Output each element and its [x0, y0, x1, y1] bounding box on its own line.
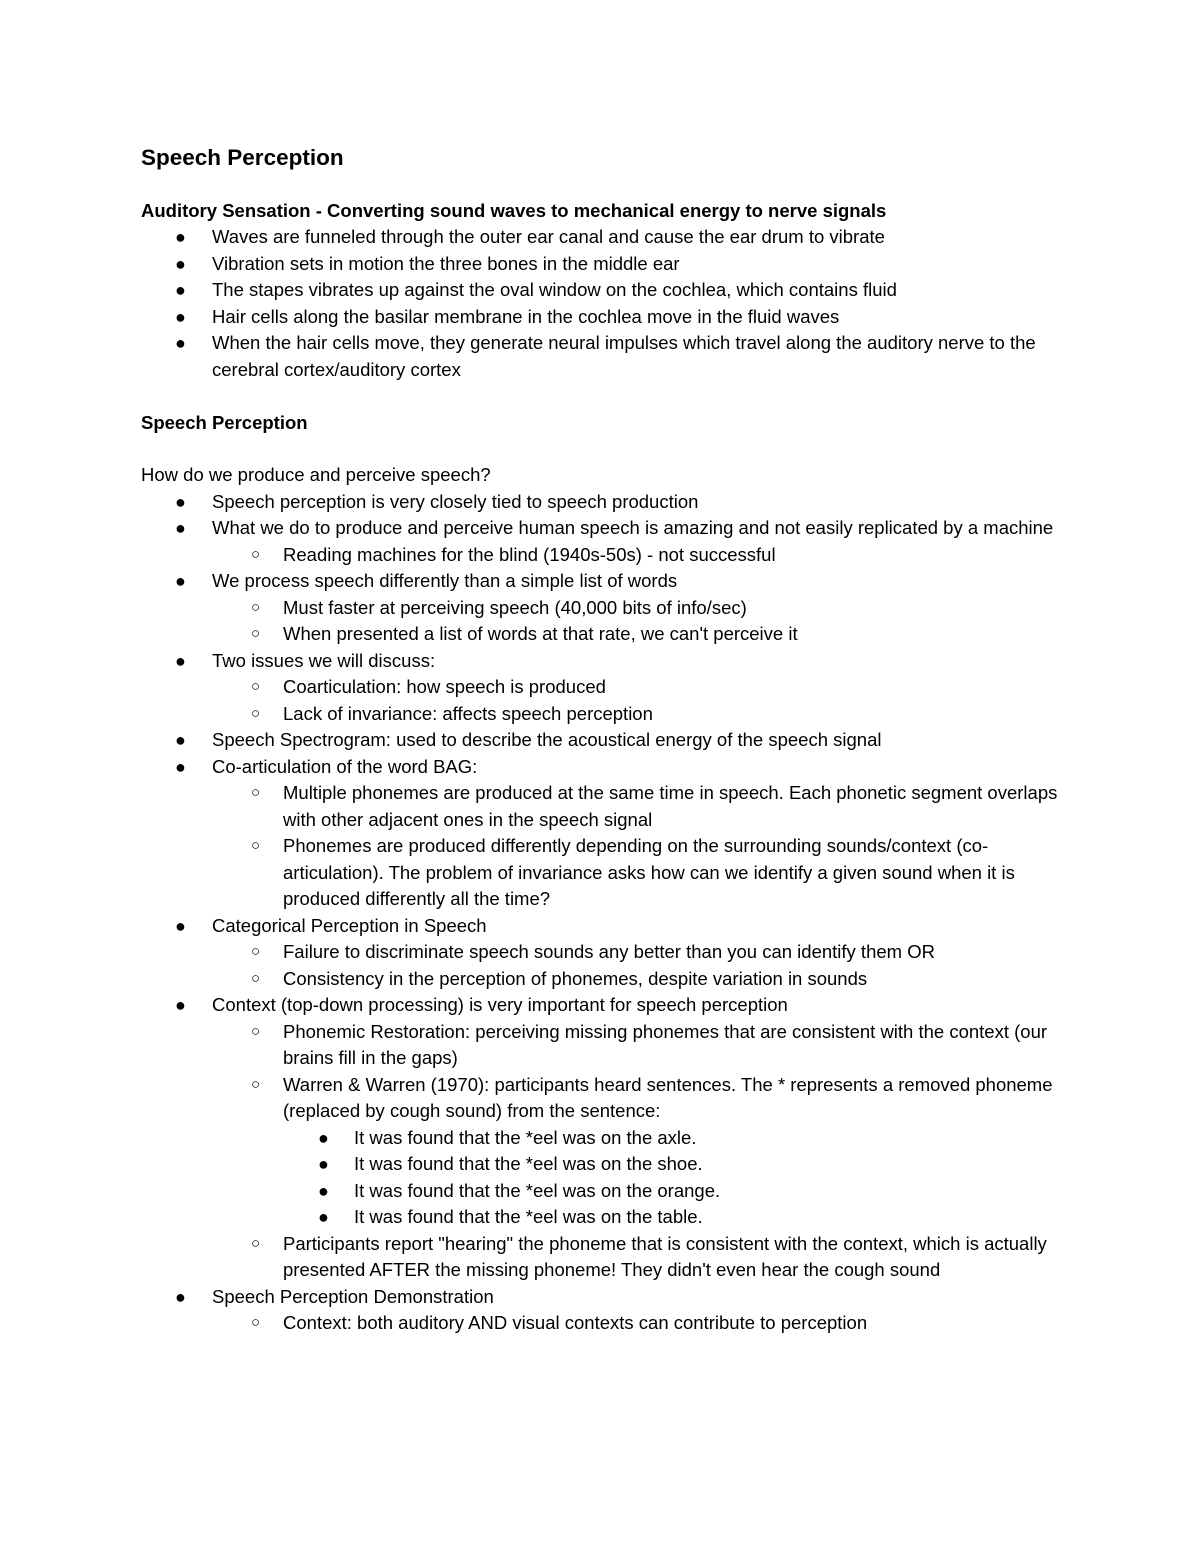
sentence-item: ● It was found that the *eel was on the orange.: [283, 1178, 1080, 1205]
circle-bullet-icon: ○: [251, 545, 261, 563]
list-item: ● Speech Perception Demonstration ○ Context: both auditory AND visual contexts can contribute to perception: [141, 1284, 1080, 1337]
list-item: ● The stapes vibrates up against the oval window on the cochlea, which contains fluid: [141, 277, 1080, 304]
sub-list-item: ○ Coarticulation: how speech is produced: [212, 674, 1080, 701]
bullet-icon: ●: [175, 571, 186, 591]
sub-list-item: ○ Context: both auditory AND visual contexts can contribute to perception: [212, 1310, 1080, 1337]
sub-list: [212, 1019, 1080, 1284]
sub-list-item: ○ Failure to discriminate speech sounds any better than you can identify them OR: [212, 939, 1080, 966]
bullet-icon: ●: [318, 1207, 329, 1227]
bullet-icon: ●: [175, 227, 186, 247]
bullet-icon: ●: [175, 491, 186, 512]
circle-bullet-icon: ○: [251, 837, 261, 854]
sub-list: [212, 939, 1080, 992]
section-heading-speech-perception: Speech Perception: [141, 412, 308, 433]
bullet-icon: ●: [175, 756, 186, 777]
sentence-item: ● It was found that the *eel was on the table.: [283, 1204, 1080, 1231]
sub-list: [212, 542, 1080, 569]
sub-list-item: ○ Warren & Warren (1970): participants heard sentences. The * represents a removed phoneme (replaced by cough sound) from the sentence: ● It was found that the *eel was on the axle. ● It was found that the *eel was on the shoe. ● It was found that the *eel was on the orange. ● It was found that the *eel was on the table.: [212, 1072, 1080, 1231]
sub-list-item: ○ Must faster at perceiving speech (40,000 bits of info/sec): [212, 595, 1080, 622]
circle-bullet-icon: ○: [251, 1234, 261, 1252]
page-title: Speech Perception: [141, 145, 344, 170]
circle-bullet-icon: ○: [251, 784, 261, 801]
bullet-icon: ●: [318, 1154, 329, 1174]
sub-list-item: ○ Lack of invariance: affects speech perception: [212, 701, 1080, 728]
list-item: ● Speech Spectrogram: used to describe the acoustical energy of the speech signal: [141, 727, 1080, 754]
list-item: ● Co-articulation of the word BAG: ○ Multiple phonemes are produced at the same time in speech. Each phonetic segment overlaps with other adjacent ones in the speech signal ○ Phonemes are produced differently depending on the surrounding sounds/context (co-articulation). The problem of invariance asks how can we identify a given sound when it is produced differently all the time?: [141, 754, 1080, 913]
bullet-icon: ●: [175, 306, 186, 327]
list-item: ● Context (top-down processing) is very important for speech perception ○ Phonemic Restoration: perceiving missing phonemes that are consistent with the context (our brains fill in the gaps) ○ Warren & Warren (1970): participants heard sentences. The * represents a removed phoneme (replaced by cough sound) from the sentence: ● It was found that the *eel was on the axle. ● It was found that the *eel was on the shoe. ● It was found that the *eel was on the orange. ● It was found that the *eel was on the table. ○ Participants report "hearing" the phoneme that is consistent with the context, which is actually presented AFTER the missing phoneme! They didn't even hear the cough sound: [141, 992, 1080, 1284]
auditory-sensation-list: [141, 224, 1080, 383]
sub-list-item: ○ Phonemes are produced differently depending on the surrounding sounds/context (co-articulation). The problem of invariance asks how can we identify a given sound when it is produced differently all the time?: [251, 835, 1015, 909]
list-item: ● Categorical Perception in Speech ○ Failure to discriminate speech sounds any better than you can identify them OR ○ Consistency in the perception of phonemes, despite variation in sounds: [141, 913, 1080, 993]
bullet-icon: ●: [318, 1127, 329, 1148]
sentence-list: [283, 1125, 1080, 1231]
bullet-icon: ●: [175, 730, 186, 750]
bullet-icon: ●: [175, 518, 186, 538]
circle-bullet-icon: ○: [251, 678, 261, 695]
bullet-icon: ●: [175, 280, 186, 300]
list-item: ● Hair cells along the basilar membrane in the cochlea move in the fluid waves: [141, 304, 1080, 331]
circle-bullet-icon: ○: [251, 704, 261, 722]
sub-list: [212, 780, 1080, 913]
list-item: ● Vibration sets in motion the three bones in the middle ear: [141, 251, 1080, 278]
bullet-icon: ●: [318, 1180, 329, 1201]
bullet-icon: ●: [175, 650, 186, 671]
circle-bullet-icon: ○: [251, 1314, 261, 1331]
sub-list: [212, 595, 1080, 648]
circle-bullet-icon: ○: [251, 1022, 261, 1040]
speech-perception-list: [141, 489, 1080, 1337]
bullet-icon: ●: [175, 333, 186, 353]
bullet-icon: ●: [175, 1286, 186, 1307]
section-heading-auditory-sensation: Auditory Sensation - Converting sound waves to mechanical energy to nerve signals: [141, 200, 887, 221]
list-item: ● Two issues we will discuss: ○ Coarticulation: how speech is produced ○ Lack of invariance: affects speech perception: [141, 648, 1080, 728]
circle-bullet-icon: ○: [251, 1075, 261, 1093]
question-text: How do we produce and perceive speech?: [141, 464, 491, 485]
bullet-icon: ●: [175, 995, 186, 1015]
list-item: ● What we do to produce and perceive human speech is amazing and not easily replicated by a machine ○ Reading machines for the blind (1940s-50s) - not successful: [141, 515, 1080, 568]
sub-list: [212, 1310, 1080, 1337]
bullet-icon: ●: [175, 253, 186, 274]
sub-list-item: ○ Participants report "hearing" the phoneme that is consistent with the context, which is actually presented AFTER the missing phoneme! They didn't even hear the cough sound: [251, 1232, 1047, 1280]
sub-list: [212, 674, 1080, 727]
sentence-item: ● It was found that the *eel was on the shoe.: [283, 1151, 1080, 1178]
list-item: ● We process speech differently than a simple list of words ○ Must faster at perceiving speech (40,000 bits of info/sec) ○ When presented a list of words at that rate, we can't perceive it: [141, 568, 1080, 648]
circle-bullet-icon: ○: [251, 969, 261, 987]
sub-list-item: ○ Phonemic Restoration: perceiving missing phonemes that are consistent with the context (our brains fill in the gaps): [251, 1020, 1048, 1068]
sub-list-item: ○ Multiple phonemes are produced at the same time in speech. Each phonetic segment overlaps with other adjacent ones in the speech signal: [251, 782, 1058, 830]
sub-list-item: ○ When presented a list of words at that rate, we can't perceive it: [212, 621, 1080, 648]
circle-bullet-icon: ○: [251, 943, 261, 960]
sentence-item: ● It was found that the *eel was on the axle.: [283, 1125, 1080, 1152]
list-item: ● When the hair cells move, they generate neural impulses which travel along the auditory nerve to the cerebral cortex/auditory cortex: [175, 332, 1036, 380]
sub-list-item: ○ Consistency in the perception of phonemes, despite variation in sounds: [212, 966, 1080, 993]
circle-bullet-icon: ○: [251, 625, 261, 642]
circle-bullet-icon: ○: [251, 598, 261, 616]
list-item: ● Speech perception is very closely tied to speech production: [141, 489, 1080, 516]
bullet-icon: ●: [175, 915, 186, 936]
list-item: ● Waves are funneled through the outer ear canal and cause the ear drum to vibrate: [141, 224, 1080, 251]
sub-list-item: ○ Reading machines for the blind (1940s-50s) - not successful: [212, 542, 1080, 569]
